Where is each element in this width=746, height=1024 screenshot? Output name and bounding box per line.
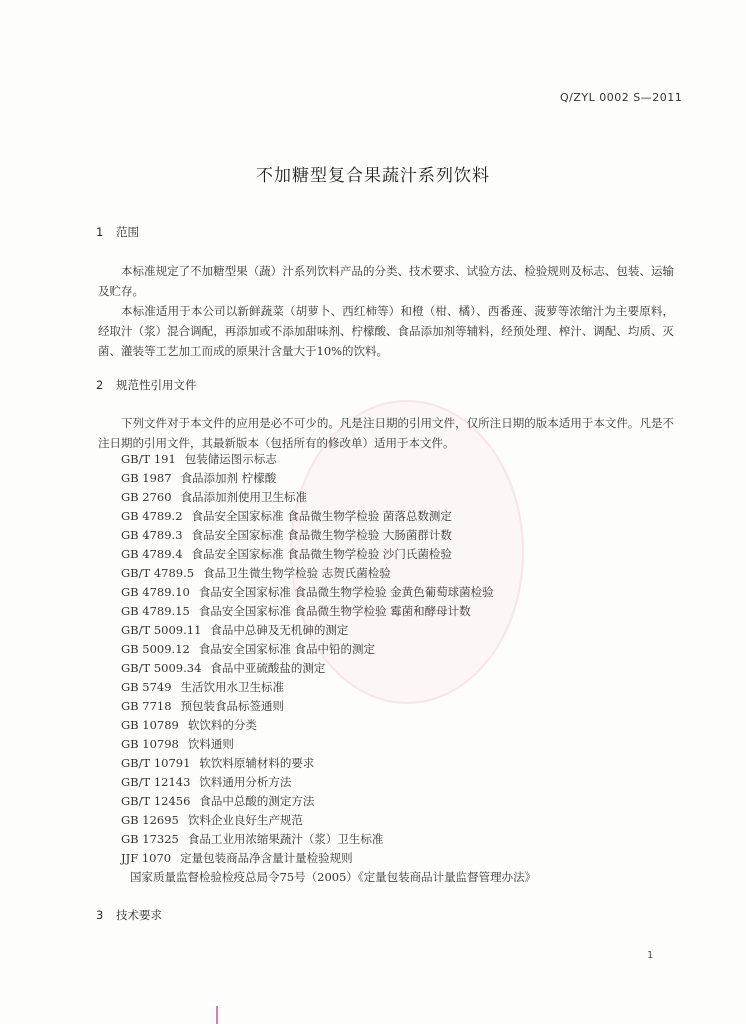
document-code: Q/ZYL 0002 S—2011 [560,91,683,104]
reference-item: GB/T 12456 食品中总酸的测定方法 [121,794,315,808]
scope-paragraph-1: 本标准规定了不加糖型果（蔬）汁系列饮料产品的分类、技术要求、试验方法、检验规则及标志、包装、运输及贮存。 [98,264,674,298]
section-number: 2 [96,378,104,392]
reference-item: GB 10789 软饮料的分类 [121,718,257,732]
reference-item: GB/T 191 包装储运图示标志 [121,452,277,466]
reference-item: GB 4789.2 食品安全国家标准 食品微生物学检验 菌落总数测定 [121,509,452,523]
section-title: 规范性引用文件 [116,378,197,392]
reference-item: JJF 1070 定量包装商品净含量计量检验规则 [121,851,353,865]
section-heading-scope [96,224,139,240]
reference-item: GB/T 5009.11 食品中总砷及无机砷的测定 [121,623,349,637]
reference-item: 国家质量监督检验检疫总局令75号（2005）《定量包装商品计量监督管理办法》 [130,870,537,884]
section-title: 范围 [116,225,139,239]
reference-item: GB 4789.15 食品安全国家标准 食品微生物学检验 霉菌和酵母计数 [121,604,471,618]
reference-list [121,450,536,887]
reference-item: GB 7718 预包装食品标签通则 [121,699,285,713]
reference-item: GB 17325 食品工业用浓缩果蔬汁（浆）卫生标准 [121,832,384,846]
reference-item: GB/T 5009.34 食品中亚硫酸盐的测定 [121,661,326,675]
page-number: 1 [647,950,654,961]
reference-item: GB 1987 食品添加剂 柠檬酸 [121,471,277,485]
reference-item: GB/T 4789.5 食品卫生微生物学检验 志贺氏菌检验 [121,566,391,580]
reference-item: GB/T 12143 饮料通用分析方法 [121,775,292,789]
reference-item: GB 4789.10 食品安全国家标准 食品微生物学检验 金黄色葡萄球菌检验 [121,585,494,599]
reference-item: GB 10798 饮料通则 [121,737,234,751]
section-number: 1 [96,225,104,239]
reference-item: GB 5009.12 食品安全国家标准 食品中铅的测定 [121,642,376,656]
reference-item: GB 4789.3 食品安全国家标准 食品微生物学检验 大肠菌群计数 [121,528,452,542]
scope-paragraph-2: 本标准适用于本公司以新鲜蔬菜（胡萝卜、西红柿等）和橙（柑、橘）、西番莲、菠萝等浓缩汁为主要原料，经取汁（浆）混合调配，再添加或不添加甜味剂、柠檬酸、食品添加剂等辅料，经预处理、榨汁、调配、均质、灭菌、灌装等工艺加工而成的原果汁含量大于10%的饮料。 [98,304,674,358]
reference-item: GB/T 10791 软饮料原辅材料的要求 [121,756,315,770]
reference-item: GB 4789.4 食品安全国家标准 食品微生物学检验 沙门氏菌检验 [121,547,452,561]
section-title: 技术要求 [116,908,162,922]
reference-item: GB 5749 生活饮用水卫生标准 [121,680,285,694]
section-number: 3 [96,908,104,922]
references-intro-paragraph: 下列文件对于本文件的应用是必不可少的。凡是注日期的引用文件，仅所注日期的版本适用于本文件。凡是不注日期的引用文件，其最新版本（包括所有的修改单）适用于本文件。 [98,416,674,450]
page-title: 不加糖型复合果蔬汁系列饮料 [256,166,490,186]
reference-item: GB 2760 食品添加剂使用卫生标准 [121,490,308,504]
scan-mark [216,1006,218,1024]
section-heading-technical-requirements [96,907,162,923]
reference-item: GB 12695 饮料企业良好生产规范 [121,813,303,827]
section-heading-normative-references [96,377,197,393]
